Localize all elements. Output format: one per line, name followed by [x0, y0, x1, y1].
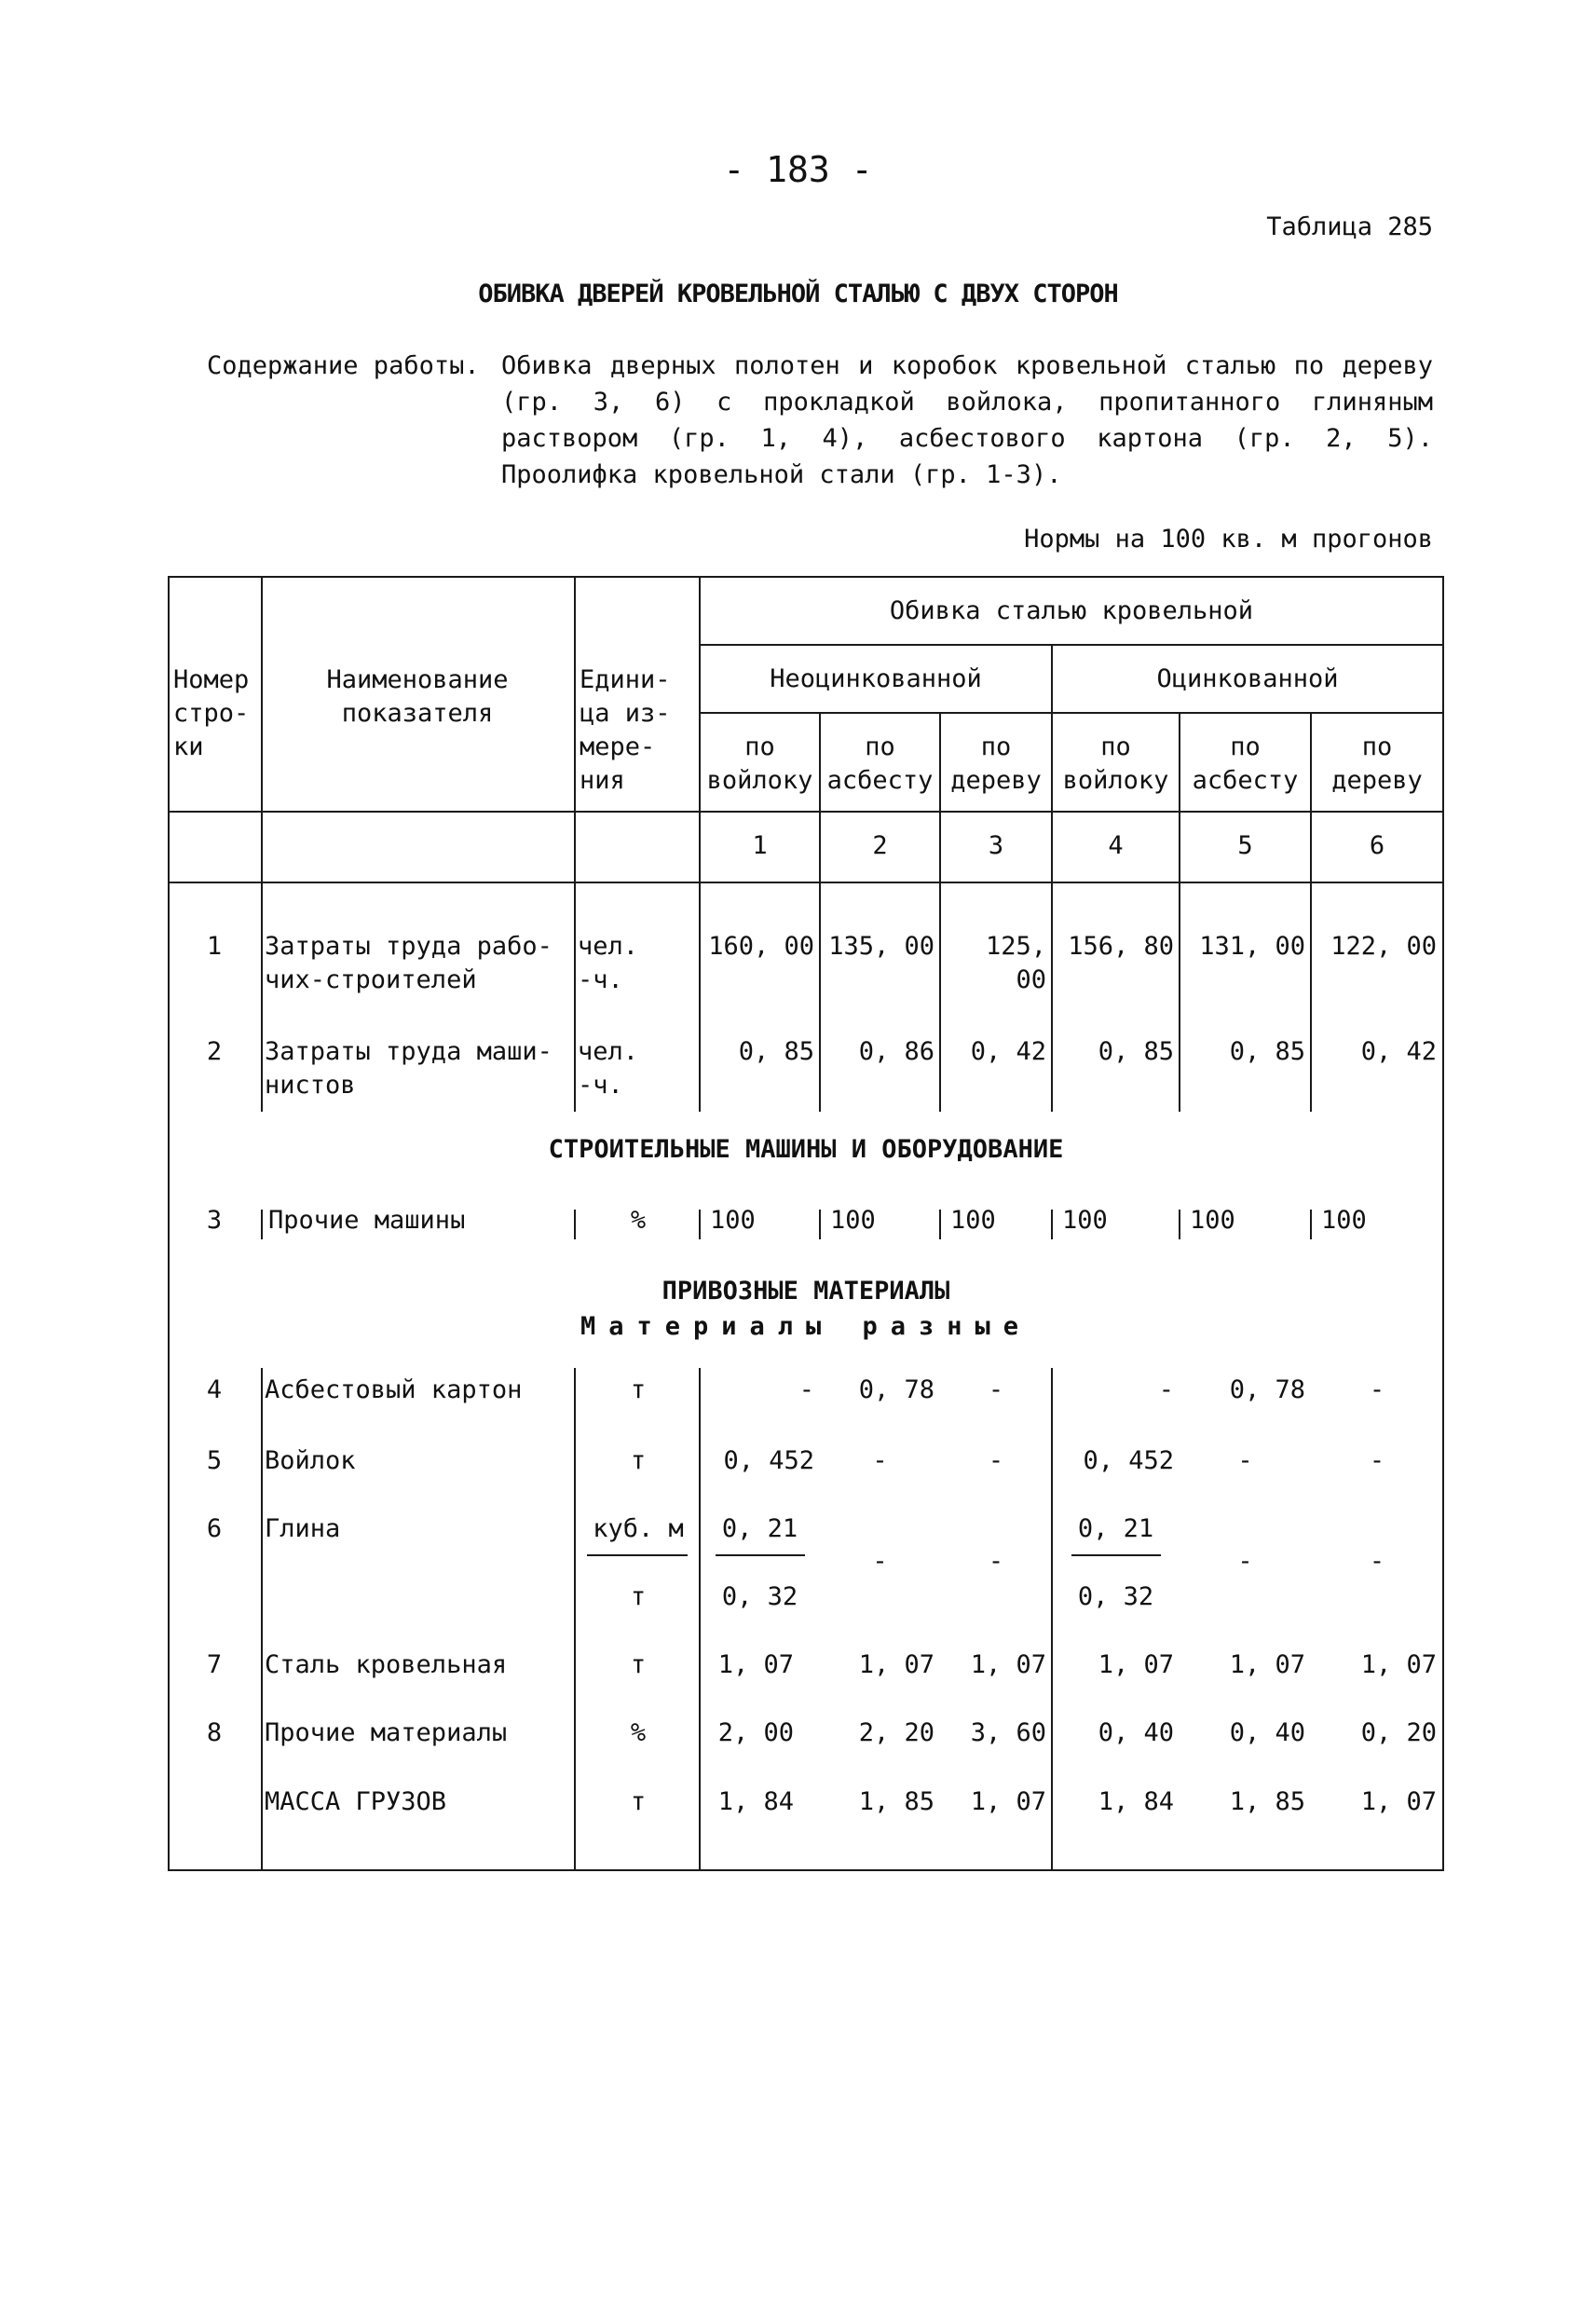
header-col-1: по войлоку — [706, 732, 813, 795]
row-8-v2: 2, 20 — [858, 1718, 934, 1747]
row-6-v2: - — [872, 1547, 888, 1576]
col-number-1: 1 — [752, 831, 768, 860]
row-mass-unit: т — [630, 1787, 647, 1816]
row-3-num: 3 — [206, 1206, 223, 1235]
col-divider-name — [574, 576, 576, 1112]
row-3-v6: 100 — [1321, 1206, 1367, 1235]
row-4-v2: 0, 78 — [858, 1375, 934, 1404]
row-1-v5: 131, 00 — [1199, 932, 1305, 961]
col-number-6: 6 — [1369, 831, 1385, 860]
row-2-v4: 0, 85 — [1098, 1037, 1174, 1066]
row-5-name: Войлок — [265, 1446, 356, 1475]
row-1-name: Затраты труда рабо- чих-строителей — [265, 932, 552, 994]
row-3-v3: 100 — [950, 1206, 996, 1235]
header-unit: Едини- ца из- мере- ния — [580, 665, 671, 795]
header-subgroup-a: Неоцинкованной — [770, 664, 982, 693]
work-content-label: Содержание работы. — [207, 351, 480, 380]
row-4-unit: т — [630, 1375, 647, 1404]
row-5-v6: - — [1369, 1446, 1385, 1475]
norms-table — [168, 576, 1444, 1871]
row-8-num: 8 — [206, 1718, 223, 1747]
row-8-v4: 0, 40 — [1098, 1718, 1174, 1747]
table-border-left — [168, 576, 170, 1871]
col-number-5: 5 — [1237, 831, 1253, 860]
row-7-num: 7 — [206, 1650, 223, 1679]
row-7-v4: 1, 07 — [1098, 1650, 1174, 1679]
row-5-v5: - — [1237, 1446, 1253, 1475]
row-4-name: Асбестовый картон — [265, 1375, 523, 1404]
row-3-v5: 100 — [1190, 1206, 1235, 1235]
row-5-unit: т — [630, 1446, 647, 1475]
row-3-unit: % — [630, 1206, 647, 1235]
row-mass-v3: 1, 07 — [970, 1787, 1046, 1816]
row-3-tick-name — [261, 1210, 263, 1239]
row-7-v2: 1, 07 — [858, 1650, 934, 1679]
col-divider-num — [261, 576, 263, 1112]
row-2-v3: 0, 42 — [970, 1037, 1046, 1066]
row-1-v3: 125, 00 — [985, 932, 1046, 994]
header-row-number: Номер стро- ки — [173, 665, 250, 761]
row-8-v3: 3, 60 — [970, 1718, 1046, 1747]
row-3-tick-unit — [574, 1210, 576, 1239]
row-3-tick-2 — [819, 1210, 821, 1239]
row-1-v2: 135, 00 — [828, 932, 934, 961]
row-3-v4: 100 — [1062, 1206, 1108, 1235]
row-mass-v2: 1, 85 — [858, 1787, 934, 1816]
table-border-top — [168, 576, 1444, 578]
row-7-v5: 1, 07 — [1229, 1650, 1305, 1679]
row-6-v5: - — [1237, 1547, 1253, 1576]
subsection-materials: Материалы разные — [580, 1312, 1032, 1341]
row-6-v4-lower: 0, 32 — [1077, 1582, 1154, 1611]
row-7-v6: 1, 07 — [1360, 1650, 1437, 1679]
header-indicator: Наименование показателя — [326, 665, 509, 728]
col-number-4: 4 — [1108, 831, 1124, 860]
header-subgroup-b: Оцинкованной — [1156, 664, 1339, 693]
header-line-3 — [168, 811, 1444, 813]
row-8-name: Прочие материалы — [265, 1718, 508, 1747]
row-7-v1: 1, 07 — [717, 1650, 794, 1679]
header-col-3: по дереву — [950, 732, 1042, 795]
header-col-5: по асбесту — [1192, 732, 1299, 795]
row-6-v4-fraction-line — [1071, 1554, 1161, 1556]
row-8-unit: % — [630, 1718, 647, 1747]
row-4-num: 4 — [206, 1375, 223, 1404]
row-5-v3: - — [988, 1446, 1004, 1475]
row-6-v3: - — [988, 1547, 1004, 1576]
row-2-unit: чел. -ч. — [578, 1037, 639, 1100]
work-content-text: Обивка дверных полотен и коробок кровельной сталью по дереву (гр. 3, 6) с прокладкой войлока, пропитанного глиняным раствором (гр. 1, 4), асбестового картона (гр. 2, 5). Проолифка кровельной стали (гр. 1-3). — [501, 351, 1433, 489]
header-col-2: по асбесту — [826, 732, 934, 795]
row-8-v5: 0, 40 — [1229, 1718, 1305, 1747]
header-line-1 — [699, 644, 1444, 646]
row-7-unit: т — [630, 1650, 647, 1679]
row-4-v6: - — [1369, 1375, 1385, 1404]
row-mass-v5: 1, 85 — [1229, 1787, 1305, 1816]
section-materials: ПРИВОЗНЫЕ МАТЕРИАЛЫ — [662, 1277, 950, 1306]
row-8-v1: 2, 00 — [717, 1718, 794, 1747]
row-7-name: Сталь кровельная — [265, 1650, 508, 1679]
row-1-num: 1 — [206, 932, 223, 961]
row-mass-name: МАССА ГРУЗОВ — [265, 1787, 447, 1816]
row-5-num: 5 — [206, 1446, 223, 1475]
row-3-tick-5 — [1179, 1210, 1180, 1239]
row-mass-v1: 1, 84 — [717, 1787, 794, 1816]
row-3-tick-1 — [699, 1210, 701, 1239]
row-3-tick-6 — [1310, 1210, 1312, 1239]
row-1-unit: чел. -ч. — [578, 932, 639, 994]
row-6-name: Глина — [265, 1514, 341, 1543]
col-number-3: 3 — [988, 831, 1004, 860]
row-1-v6: 122, 00 — [1330, 932, 1437, 961]
row-6-unit: куб. м — [593, 1514, 684, 1543]
row-6-v6: - — [1369, 1547, 1385, 1576]
table-border-right — [1442, 576, 1444, 1871]
row-4-v4: - — [1158, 1375, 1174, 1404]
row-3-name: Прочие машины — [268, 1206, 466, 1235]
row-5-v1: 0, 452 — [723, 1446, 814, 1475]
row-3-tick-3 — [939, 1210, 941, 1239]
row-mass-v6: 1, 07 — [1360, 1787, 1437, 1816]
header-col-6: по дереву — [1331, 732, 1423, 795]
row-1-v4: 156, 80 — [1068, 932, 1174, 961]
row-4-v5: 0, 78 — [1229, 1375, 1305, 1404]
mat-divider-num — [261, 1368, 263, 1871]
mat-divider-name — [574, 1368, 576, 1871]
row-7-v3: 1, 07 — [970, 1650, 1046, 1679]
row-2-num: 2 — [206, 1037, 223, 1066]
row-6-v1: 0, 21 — [721, 1514, 798, 1543]
row-4-v3: - — [988, 1375, 1004, 1404]
row-3-v2: 100 — [830, 1206, 876, 1235]
row-2-v2: 0, 86 — [858, 1037, 934, 1066]
row-6-num: 6 — [206, 1514, 223, 1543]
section-machines: СТРОИТЕЛЬНЫЕ МАШИНЫ И ОБОРУДОВАНИЕ — [548, 1135, 1064, 1164]
header-group: Обивка сталью кровельной — [889, 596, 1254, 625]
row-6-v4: 0, 21 — [1077, 1514, 1154, 1543]
row-5-v4: 0, 452 — [1083, 1446, 1174, 1475]
col-number-2: 2 — [872, 831, 888, 860]
row-2-v6: 0, 42 — [1360, 1037, 1437, 1066]
header-col-4: по войлоку — [1062, 732, 1169, 795]
norms-caption: Нормы на 100 кв. м прогонов — [1024, 525, 1433, 554]
row-8-v6: 0, 20 — [1360, 1718, 1437, 1747]
row-5-v2: - — [872, 1446, 888, 1475]
table-border-bottom — [168, 1869, 1444, 1871]
row-2-v5: 0, 85 — [1229, 1037, 1305, 1066]
header-line-2 — [699, 712, 1444, 714]
row-2-v1: 0, 85 — [738, 1037, 814, 1066]
row-2-name: Затраты труда маши- нистов — [265, 1037, 552, 1100]
row-6-unit-fraction-line — [587, 1554, 688, 1556]
row-mass-v4: 1, 84 — [1098, 1787, 1174, 1816]
header-line-4 — [168, 882, 1444, 883]
row-3-v1: 100 — [710, 1206, 756, 1235]
row-1-v1: 160, 00 — [708, 932, 814, 961]
table-id: Таблица 285 — [1266, 212, 1433, 241]
row-6-v1-lower: 0, 32 — [721, 1582, 798, 1611]
row-6-v1-fraction-line — [716, 1554, 805, 1556]
document-title: ОБИВКА ДВЕРЕЙ КРОВЕЛЬНОЙ СТАЛЬЮ С ДВУХ СТОРОН — [478, 280, 1118, 308]
page-number: - 183 - — [723, 149, 873, 190]
row-4-v1: - — [798, 1375, 814, 1404]
row-3-tick-4 — [1051, 1210, 1053, 1239]
row-6-unit2: т — [630, 1582, 647, 1611]
